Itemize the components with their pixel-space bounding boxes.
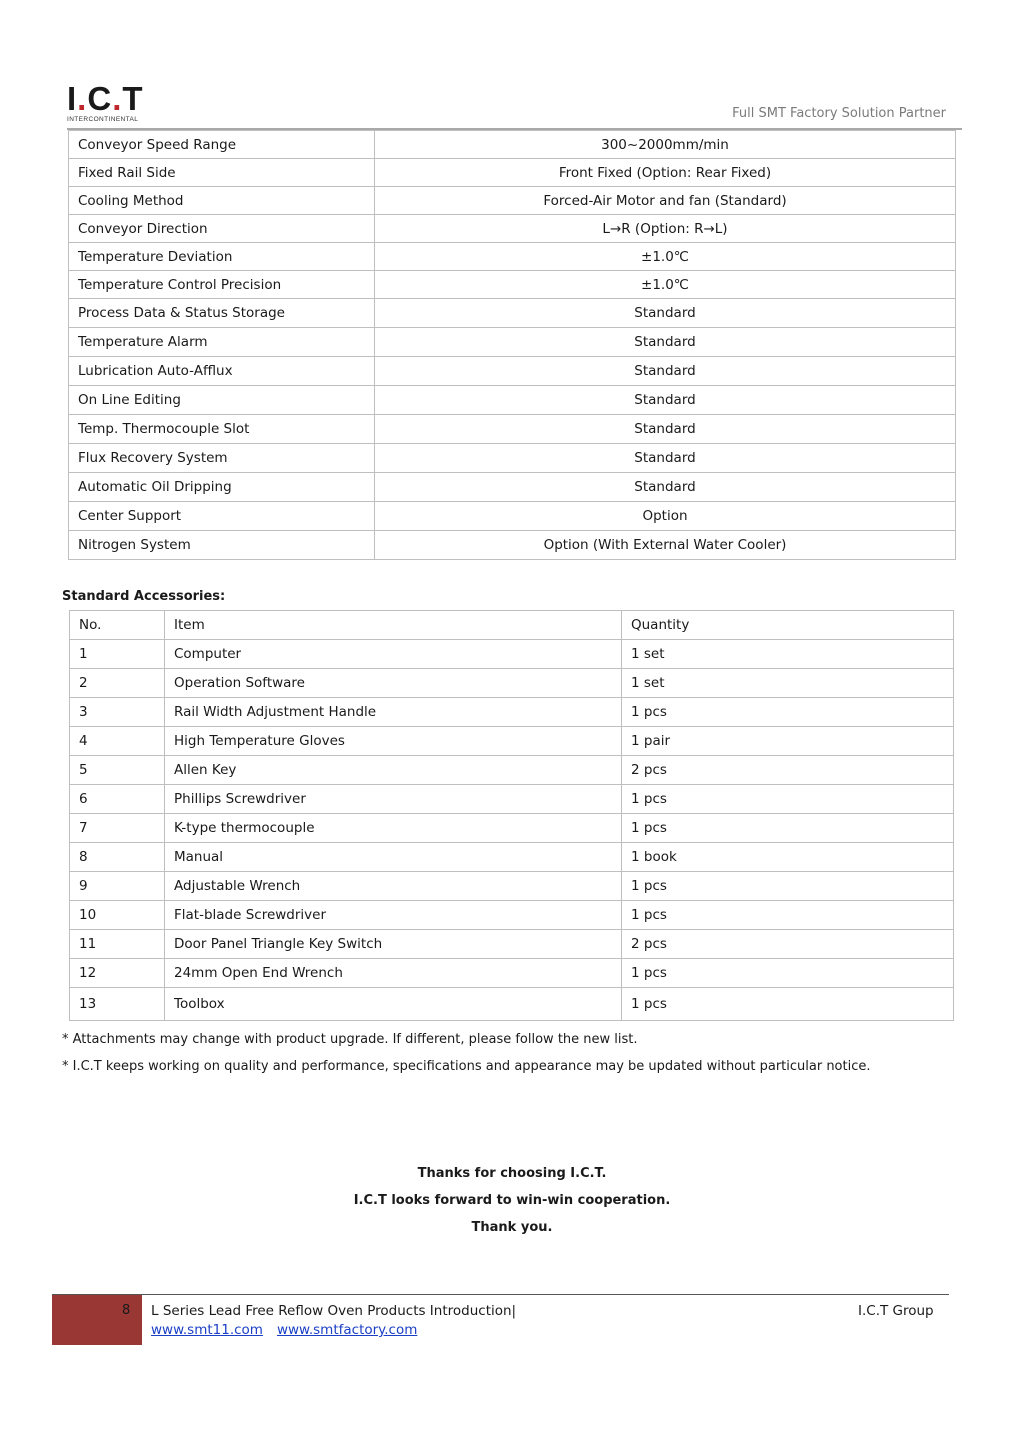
accessories-row <box>70 785 954 814</box>
spec-row <box>69 531 956 560</box>
item-number: 9 <box>70 872 165 901</box>
spec-name: Fixed Rail Side <box>69 159 375 187</box>
accessories-table <box>69 610 954 1021</box>
spec-name: Flux Recovery System <box>69 444 375 473</box>
item-name: 24mm Open End Wrench <box>165 959 622 988</box>
accessories-row <box>70 727 954 756</box>
item-quantity: 1 pcs <box>622 872 954 901</box>
logo-mark: I.C.T <box>67 80 144 117</box>
spec-row <box>69 473 956 502</box>
item-number: 4 <box>70 727 165 756</box>
spec-value: Front Fixed (Option: Rear Fixed) <box>375 159 956 187</box>
spec-name: Process Data & Status Storage <box>69 299 375 328</box>
accessories-header-cell: No. <box>70 611 165 640</box>
spec-value: Option (With External Water Cooler) <box>375 531 956 560</box>
item-quantity: 1 book <box>622 843 954 872</box>
spec-row <box>69 328 956 357</box>
footer-link-smt11[interactable]: www.smt11.com <box>151 1322 263 1338</box>
item-number: 6 <box>70 785 165 814</box>
spec-table <box>68 130 956 560</box>
item-quantity: 1 pcs <box>622 814 954 843</box>
spec-row <box>69 131 956 159</box>
spec-row <box>69 357 956 386</box>
spec-name: Lubrication Auto-Afflux <box>69 357 375 386</box>
accessories-row <box>70 901 954 930</box>
closing-line-2: I.C.T looks forward to win-win cooperation. <box>353 1193 671 1208</box>
spec-value: 300~2000mm/min <box>375 131 956 159</box>
spec-name: Conveyor Speed Range <box>69 131 375 159</box>
spec-name: Conveyor Direction <box>69 215 375 243</box>
spec-value: L→R (Option: R→L) <box>375 215 956 243</box>
spec-name: Temperature Deviation <box>69 243 375 271</box>
spec-value: Standard <box>375 328 956 357</box>
accessories-row <box>70 669 954 698</box>
spec-value: ±1.0℃ <box>375 271 956 299</box>
spec-value: Standard <box>375 473 956 502</box>
accessories-row <box>70 872 954 901</box>
item-quantity: 2 pcs <box>622 756 954 785</box>
spec-row <box>69 502 956 531</box>
accessories-row <box>70 756 954 785</box>
accessories-row <box>70 988 954 1021</box>
item-name: Adjustable Wrench <box>165 872 622 901</box>
item-name: Rail Width Adjustment Handle <box>165 698 622 727</box>
spec-name: Cooling Method <box>69 187 375 215</box>
spec-value: Standard <box>375 386 956 415</box>
item-name: Phillips Screwdriver <box>165 785 622 814</box>
item-quantity: 1 pcs <box>622 698 954 727</box>
item-quantity: 2 pcs <box>622 930 954 959</box>
accessories-row <box>70 814 954 843</box>
company-logo <box>67 80 159 124</box>
item-quantity: 1 pcs <box>622 901 954 930</box>
spec-value: Standard <box>375 415 956 444</box>
logo-subtitle: INTERCONTINENTAL <box>67 116 139 123</box>
accessories-header-cell: Item <box>165 611 622 640</box>
accessories-row <box>70 640 954 669</box>
item-number: 8 <box>70 843 165 872</box>
spec-name: Center Support <box>69 502 375 531</box>
item-quantity: 1 pcs <box>622 785 954 814</box>
accessories-header-row <box>70 611 954 640</box>
item-quantity: 1 set <box>622 640 954 669</box>
item-number: 2 <box>70 669 165 698</box>
item-name: Door Panel Triangle Key Switch <box>165 930 622 959</box>
note-attachments: * Attachments may change with product upgrade. If different, please follow the new list. <box>62 1032 638 1047</box>
footer-divider <box>52 1294 949 1295</box>
item-name: Manual <box>165 843 622 872</box>
item-name: Toolbox <box>165 988 622 1021</box>
spec-row <box>69 187 956 215</box>
item-name: High Temperature Gloves <box>165 727 622 756</box>
spec-row <box>69 386 956 415</box>
spec-row <box>69 299 956 328</box>
footer-company: I.C.T Group <box>858 1303 934 1319</box>
item-name: Operation Software <box>165 669 622 698</box>
item-quantity: 1 set <box>622 669 954 698</box>
item-number: 13 <box>70 988 165 1021</box>
accessories-header-cell: Quantity <box>622 611 954 640</box>
spec-value: Standard <box>375 357 956 386</box>
accessories-title: Standard Accessories: <box>62 589 226 604</box>
spec-name: Temp. Thermocouple Slot <box>69 415 375 444</box>
footer-links <box>151 1322 431 1338</box>
item-quantity: 1 pair <box>622 727 954 756</box>
closing-line-1: Thanks for choosing I.C.T. <box>417 1166 607 1181</box>
item-name: Allen Key <box>165 756 622 785</box>
item-name: K-type thermocouple <box>165 814 622 843</box>
item-quantity: 1 pcs <box>622 988 954 1021</box>
item-number: 10 <box>70 901 165 930</box>
spec-row <box>69 159 956 187</box>
spec-value: Option <box>375 502 956 531</box>
page-number: 8 <box>122 1303 131 1318</box>
spec-value: Standard <box>375 299 956 328</box>
item-number: 7 <box>70 814 165 843</box>
item-number: 1 <box>70 640 165 669</box>
footer-title: L Series Lead Free Reflow Oven Products Introduction| <box>151 1303 517 1319</box>
spec-name: On Line Editing <box>69 386 375 415</box>
item-number: 12 <box>70 959 165 988</box>
item-number: 11 <box>70 930 165 959</box>
footer-link-smtfactory[interactable]: www.smtfactory.com <box>276 1322 418 1338</box>
spec-row <box>69 271 956 299</box>
spec-row <box>69 415 956 444</box>
note-quality: * I.C.T keeps working on quality and performance, specifications and appearance may be updated without particular notice. <box>62 1059 871 1074</box>
accessories-row <box>70 843 954 872</box>
spec-name: Temperature Alarm <box>69 328 375 357</box>
spec-row <box>69 215 956 243</box>
spec-name: Temperature Control Precision <box>69 271 375 299</box>
header-tagline: Full SMT Factory Solution Partner <box>732 106 946 121</box>
item-name: Computer <box>165 640 622 669</box>
spec-value: ±1.0℃ <box>375 243 956 271</box>
accessories-row <box>70 930 954 959</box>
item-number: 5 <box>70 756 165 785</box>
item-name: Flat-blade Screwdriver <box>165 901 622 930</box>
spec-row <box>69 444 956 473</box>
spec-value: Standard <box>375 444 956 473</box>
spec-value: Forced-Air Motor and fan (Standard) <box>375 187 956 215</box>
spec-row <box>69 243 956 271</box>
item-number: 3 <box>70 698 165 727</box>
accessories-row <box>70 698 954 727</box>
accessories-row <box>70 959 954 988</box>
spec-name: Automatic Oil Dripping <box>69 473 375 502</box>
closing-line-3: Thank you. <box>471 1220 553 1235</box>
item-quantity: 1 pcs <box>622 959 954 988</box>
spec-name: Nitrogen System <box>69 531 375 560</box>
